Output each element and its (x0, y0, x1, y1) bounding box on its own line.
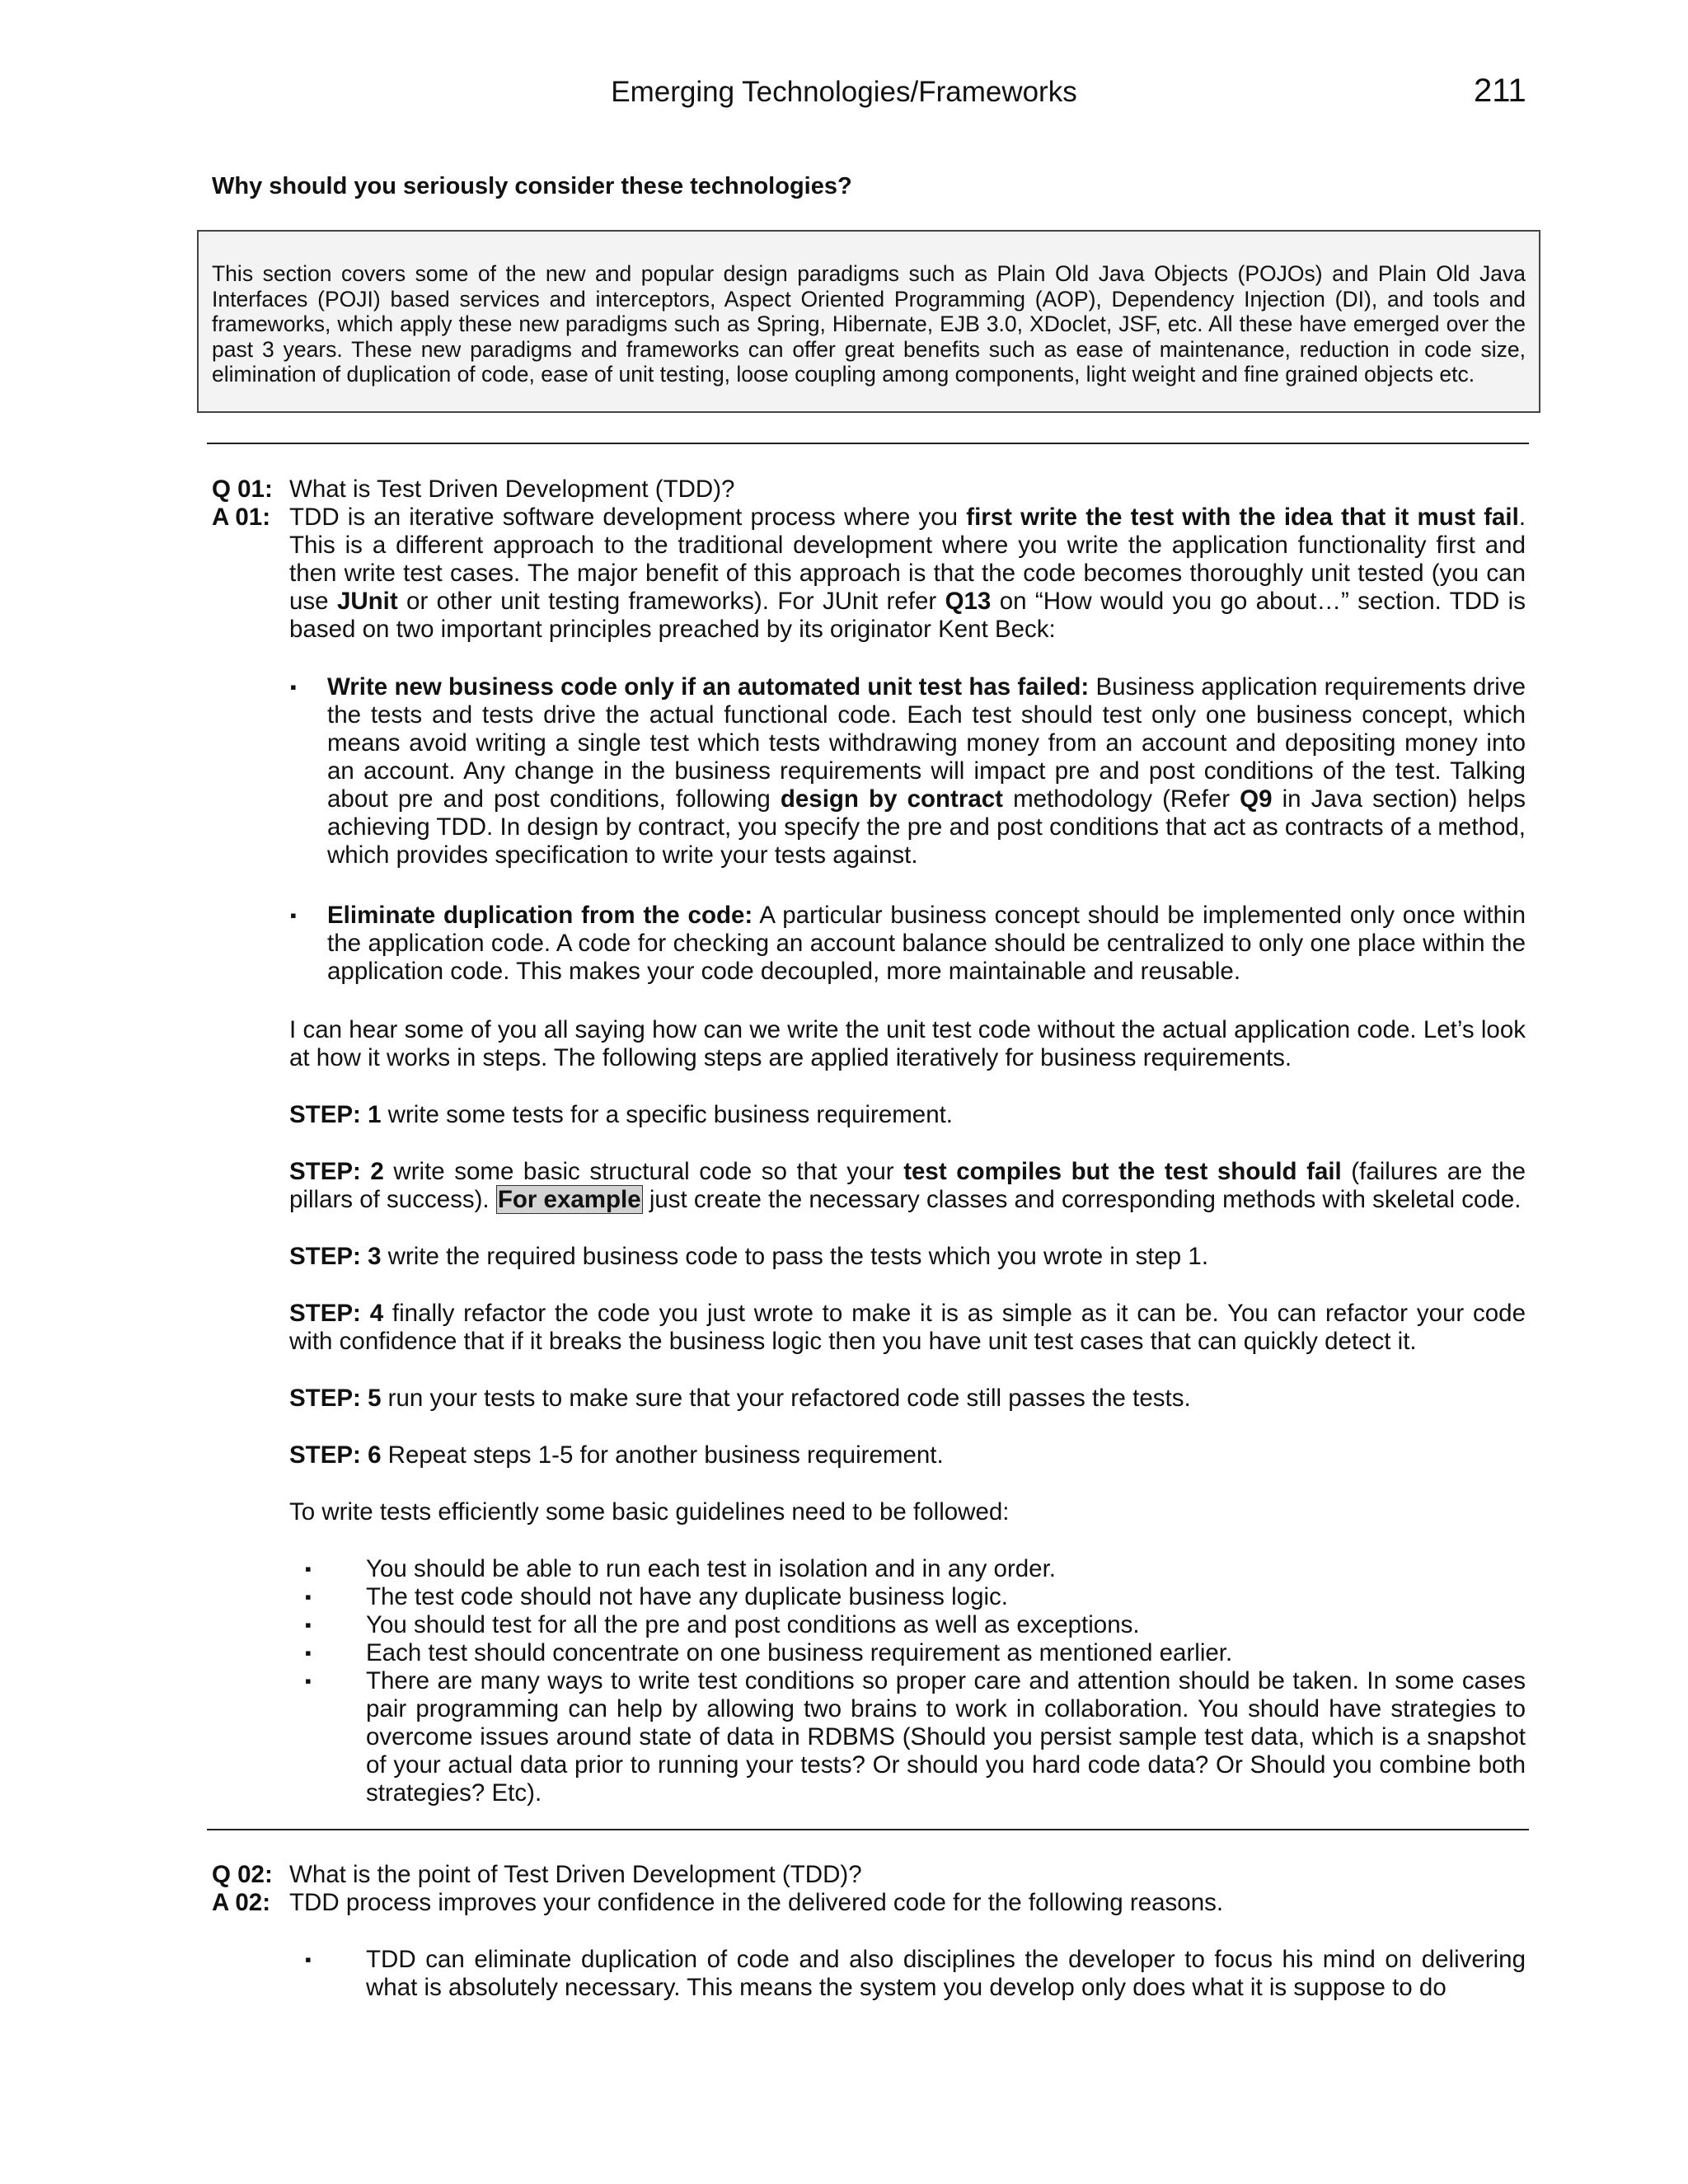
answer-paragraph: TDD is an iterative software development process where you first write the test with the idea that it must fail. This is a different approach to the traditional development where you write the application functionality first and then write test cases. The major benefit of this approach is that the code becomes thoroughly unit tested (you can use JUnit or other unit testing frameworks). For JUnit refer Q13 on “How would you go about…” section. TDD is based on two important principles preached by its originator Kent Beck: (289, 504, 1526, 643)
bullet-icon: ▪ (305, 1949, 312, 1970)
running-header-title: Emerging Technologies/Frameworks (611, 76, 1077, 108)
guideline-item: The test code should not have any duplicate business logic. (366, 1583, 1008, 1610)
question-label: Q 01: (212, 476, 273, 503)
section-heading: Why should you seriously consider these technologies? (212, 173, 852, 199)
intro-text: This section covers some of the new and popular design paradigms such as Plain Old Java Objects (POJOs) and Plain Old Java Interfaces (POJI) based services and interceptors, Aspect Oriented Programming (AOP), Dependency Injection (DI), and tools and frameworks, which apply these new paradigms such as Spring, Hibernate, EJB 3.0, XDoclet, JSF, etc. All these have emerged over the past 3 years. These new paradigms and frameworks can offer great benefits such as ease of maintenance, reduction in code size, elimination of duplication of code, ease of unit testing, loose coupling among components, light weight and fine grained objects etc. (212, 261, 1526, 387)
step-4: STEP: 4 finally refactor the code you just wrote to make it is as simple as it can be. You can refactor your code with confidence that if it breaks the business logic then you have unit test cases that can quickly detect it. (289, 1300, 1526, 1355)
guideline-item: Each test should concentrate on one business requirement as mentioned earlier. (366, 1639, 1233, 1666)
reason-item: TDD can eliminate duplication of code and also disciplines the developer to focus his mind on delivering what is absolutely necessary. This means the system you develop only does what it is suppose to do (366, 1946, 1526, 2001)
page-number: 211 (1474, 73, 1526, 109)
answer-label: A 01: (212, 504, 271, 531)
question-label: Q 02: (212, 1861, 273, 1888)
principle-item: Write new business code only if an automated unit test has failed: Business application requirements drive the tests and tests drive the actual functional code. Each test should test only one business concept, which means avoid writing a single test which tests withdrawing money from an account and depositing money into an account. Any change in the business requirements will impact pre and post conditions of the test. Talking about pre and post conditions, following design by contract methodology (Refer Q9 in Java section) helps achieving TDD. In design by contract, you specify the pre and post conditions that act as contracts of a method, which provides specification to write your tests against. (327, 673, 1526, 869)
divider (207, 443, 1529, 444)
guideline-item: You should test for all the pre and post conditions as well as exceptions. (366, 1611, 1140, 1638)
answer-text: TDD process improves your confidence in the delivered code for the following reasons. (289, 1889, 1224, 1916)
bullet-icon: ▪ (305, 1643, 312, 1663)
bullet-icon: ▪ (305, 1558, 312, 1579)
bullet-icon: ▪ (290, 677, 297, 697)
guideline-item: There are many ways to write test conditions so proper care and attention should be taken. In some cases pair programming can help by allowing two brains to work in collaboration. You should have strategies to overcome issues around state of data in RDBMS (Should you persist sample test data, which is a snapshot of your actual data prior to running your tests? Or should you hard code data? Or Should you combine both strategies? Etc). (366, 1667, 1526, 1807)
intro-box (197, 230, 1540, 413)
guidelines-intro: To write tests efficiently some basic guidelines need to be followed: (289, 1498, 1010, 1526)
guideline-item: You should be able to run each test in isolation and in any order. (366, 1555, 1056, 1582)
bullet-icon: ▪ (290, 905, 297, 926)
bullet-icon: ▪ (305, 1671, 312, 1691)
bullet-icon: ▪ (305, 1586, 312, 1607)
steps-intro: I can hear some of you all saying how can we write the unit test code without the actual application code. Let’s look at how it works in steps. The following steps are applied iteratively for business requirements. (289, 1016, 1526, 1071)
question-text: What is Test Driven Development (TDD)? (289, 476, 735, 503)
question-text: What is the point of Test Driven Development (TDD)? (289, 1861, 862, 1888)
highlighted-text: For example (497, 1186, 641, 1213)
step-2: STEP: 2 write some basic structural code so that your test compiles but the test should fail (failures are the pillars of success). For example just create the necessary classes and corresponding methods with skeletal code. (289, 1158, 1526, 1213)
answer-label: A 02: (212, 1889, 271, 1916)
step-1: STEP: 1 write some tests for a specific business requirement. (289, 1101, 954, 1128)
step-3: STEP: 3 write the required business code to pass the tests which you wrote in step 1. (289, 1243, 1209, 1270)
divider (207, 1829, 1529, 1830)
step-6: STEP: 6 Repeat steps 1-5 for another business requirement. (289, 1441, 944, 1469)
step-5: STEP: 5 run your tests to make sure that your refactored code still passes the tests. (289, 1385, 1191, 1412)
principle-item: Eliminate duplication from the code: A particular business concept should be implemented only once within the application code. A code for checking an account balance should be centralized to only one place within the application code. This makes your code decoupled, more maintainable and reusable. (327, 902, 1526, 985)
bullet-icon: ▪ (305, 1615, 312, 1635)
